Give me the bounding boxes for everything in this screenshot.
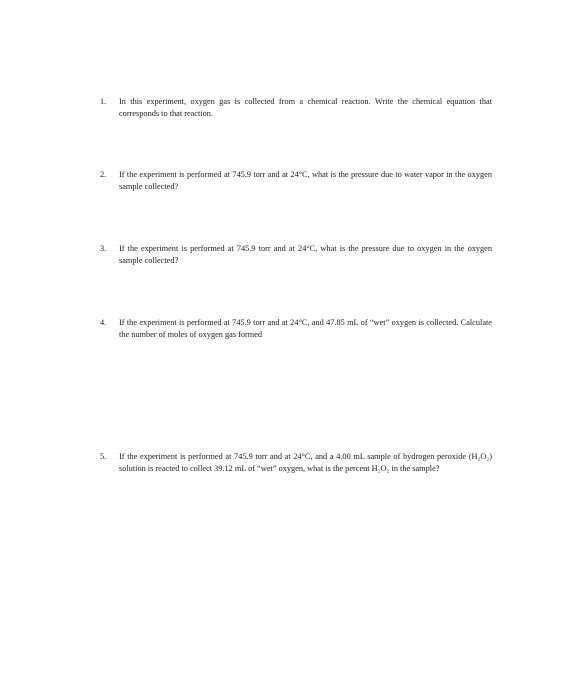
question-1 bbox=[100, 96, 492, 120]
question-number: 2. bbox=[100, 170, 107, 179]
question-number: 5. bbox=[100, 452, 107, 461]
question-3 bbox=[100, 243, 492, 267]
question-number: 3. bbox=[100, 244, 107, 253]
question-text: If the experiment is performed at 745.9 torr and at 24°C, and 47.85 mL of “wet” oxygen is collected. Calculate the number of moles of oxygen gas formed bbox=[119, 318, 492, 339]
question-5 bbox=[100, 451, 492, 475]
question-text: If the experiment is performed at 745.9 torr and at 24°C, what is the pressure due to water vapor in the oxygen sample collected? bbox=[119, 170, 492, 191]
question-number: 4. bbox=[100, 318, 107, 327]
question-text: In this experiment, oxygen gas is collected from a chemical reaction. Write the chemical equation that corresponds to that reaction. bbox=[119, 97, 492, 118]
question-2 bbox=[100, 169, 492, 193]
question-text: If the experiment is performed at 745.9 torr and at 24°C, and a 4.00 mL sample of hydrogen peroxide (H₂O₂) solution is reacted to collect 39.12 mL of “wet” oxygen, what is the percent H₂O₂ in the sample? bbox=[119, 452, 492, 473]
question-number: 1. bbox=[100, 97, 107, 106]
question-text: If the experiment is performed at 745.9 torr and at 24°C, what is the pressure due to oxygen in the oxygen sample collected? bbox=[119, 244, 492, 265]
question-4 bbox=[100, 317, 492, 341]
